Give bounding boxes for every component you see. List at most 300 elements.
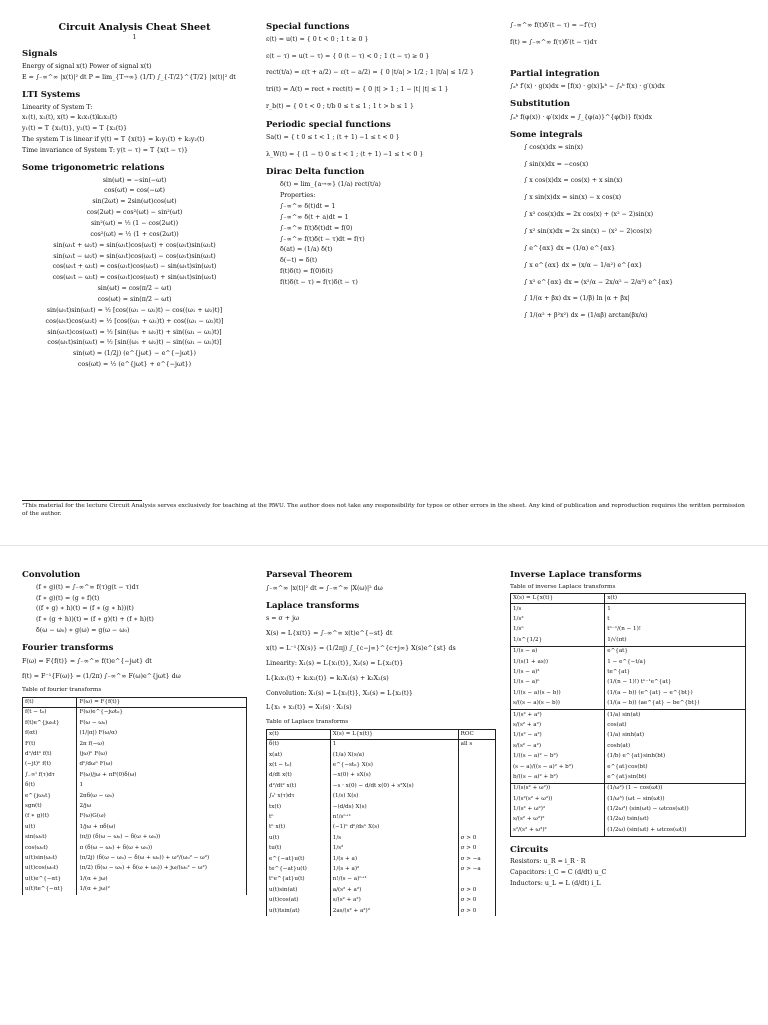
table-cell: ∫₋∞ᵗ f(τ)dτ [23, 770, 77, 780]
table-row [23, 780, 247, 790]
parseval-heading: Parseval Theorem [266, 570, 353, 580]
table-row [267, 781, 496, 791]
formula-line: ∫ₐᵇ f′(x) · g(x)dx = [f(x) · g(x)]ₐᵇ − ∫ₐᵇ f(x) · g′(x)dx [510, 83, 665, 91]
table-row [23, 822, 247, 832]
table-row [267, 802, 496, 812]
table-cell: all s [458, 739, 495, 750]
table-cell: −x(0) + sX(s) [330, 771, 458, 781]
formula-line: Resistors: u_R = i_R · R [510, 858, 586, 866]
table-cell: 1/(s + a) [330, 854, 458, 864]
table-cell: σ > 0 [458, 906, 495, 916]
table-row [23, 853, 247, 863]
table-cell: u(t)sin(ω₀t) [23, 853, 77, 863]
table-cell: u(t)sin(at) [267, 885, 331, 895]
formula-line: ∫ₐᵇ f(φ(x)) · φ′(x)dx = ∫_{φ(a)}^{φ(b)} f(x)dx [510, 114, 653, 122]
table-cell: 1 [77, 780, 247, 790]
formula-line: sin(ωt) = −sin(−ωt) [102, 176, 167, 184]
table-cell: −s · x(0) − d/dt x(0) + s²X(s) [330, 781, 458, 791]
table-cell: 2πδ(ω − ω₀) [77, 791, 247, 801]
table-cell: e^{at} [605, 646, 746, 657]
table-cell: 1/((s − a)(s − b)) [511, 688, 605, 698]
table-row [267, 895, 496, 905]
column-2 [266, 570, 496, 916]
formula-line: Sa(t) = { t 0 ≤ t < 1 ; (t + 1) −1 ≤ t < 0 } [266, 133, 400, 141]
formula-line: sin(ω₁t − ω₂t) = sin(ω₁t)cos(ω₂t) − cos(ω₁t)sin(ω₂t) [53, 252, 216, 260]
formula-line: Convolution: X₁(s) = L{x₁(t)}, X₂(s) = L{x₂(t)} [266, 689, 413, 697]
table-row [23, 812, 247, 822]
table-row [511, 751, 746, 761]
table-cell: 1/s^{1/2} [511, 635, 605, 646]
table-cell: x(t) [267, 729, 331, 739]
table-cell: d²/dt² x(t) [267, 781, 331, 791]
table-row [511, 825, 746, 836]
table-cell: (1/2ω) (sin(ωt) + ωtcos(ωt)) [605, 825, 746, 836]
table-row [267, 771, 496, 781]
formula-line: cos(ω₁t − ω₂t) = cos(ω₁t)cos(ω₂t) + sin(ω₁t)sin(ω₂t) [52, 274, 217, 282]
table-cell [458, 812, 495, 822]
lti-heading: LTI Systems [22, 89, 81, 100]
table-cell: 1/(s − a)ⁿ [511, 678, 605, 688]
column-3 [510, 22, 746, 329]
formula-line: ∫₋∞^∞ δ(t)dt = 1 [280, 202, 336, 210]
formula-line: ∫ sin(x)dx = −cos(x) [524, 160, 589, 168]
table-cell: 1/s [511, 603, 605, 614]
column-3 [510, 570, 746, 891]
table-cell: 1/s² [511, 614, 605, 624]
table-cell: e^{at}sin(bt) [605, 772, 746, 783]
table-cell: x(t) [605, 593, 746, 603]
table-cell: s/((s − a)(s − b)) [511, 698, 605, 709]
table-cell: (1/(n − 1)!) tⁿ⁻¹e^{at} [605, 678, 746, 688]
special-functions-heading: Special functions [266, 22, 350, 32]
table-row [267, 812, 496, 822]
table-cell [458, 760, 495, 770]
formula-line: s = σ + jω [266, 615, 300, 623]
formula-line: r_b(t) = { 0 t < 0 ; t/b 0 ≤ t ≤ 1 ; 1 t > b ≤ 1 } [266, 103, 414, 111]
table-row [511, 709, 746, 720]
partial-integration-heading: Partial integration [510, 68, 600, 79]
table-row [23, 770, 247, 780]
formula-line: The system T is linear if y(t) = T {x(t)} = k₁y₁(t) + k₂y₂(t) [22, 136, 205, 144]
table-cell: (−1)ⁿ dⁿ/dsⁿ X(s) [330, 823, 458, 833]
table-cell: f(t) [23, 697, 77, 707]
table-cell: −(d/ds) X(s) [330, 802, 458, 812]
substitution-heading: Substitution [510, 99, 570, 110]
fourier-heading: Fourier transforms [22, 643, 114, 654]
formula-line: ε(t) = u(t) = { 0 t < 0 ; 1 t ≥ 0 } [266, 35, 369, 43]
table-cell: 1/s² [330, 843, 458, 853]
table-cell: (1/2ω³) (sin(ωt) − ωtcos(ωt)) [605, 804, 746, 814]
formula-line: δ(t) = lim_{a→∞} (1/a) rect(t/a) [280, 181, 381, 189]
formula-line: rect(t/a) = ε(t + a/2) − ε(t − a/2) = { 0 |t/a| > 1/2 ; 1 |t/a| ≤ 1/2 } [266, 69, 474, 77]
table-cell: 1/(s² + a²) [511, 709, 605, 720]
some-integrals-heading: Some integrals [510, 129, 583, 140]
table-cell: F(ω)e^{−jωt₀} [77, 707, 247, 718]
table-cell [458, 750, 495, 760]
table-row [267, 833, 496, 843]
table-cell [458, 823, 495, 833]
table-row [511, 783, 746, 794]
formula-line: Energy of signal x(t) Power of signal x(t) [22, 63, 152, 71]
table-cell: F(ω) = F{f(t)} [77, 697, 247, 707]
table-cell: 1/(s² + ω²)² [511, 804, 605, 814]
table-row [267, 792, 496, 802]
table-cell: 2π f(−ω) [77, 739, 247, 749]
table-cell: f(αt) [23, 729, 77, 739]
table-cell: X(s) = L{x(t)} [511, 593, 605, 603]
table-row [23, 874, 247, 884]
footnote-rule [22, 500, 142, 501]
table-row [23, 707, 247, 718]
table-cell: n!/sⁿ⁺¹ [330, 812, 458, 822]
formula-line: Linearity: X₁(s) = L{x₁(t)}, X₂(s) = L{x₂(t)} [266, 659, 404, 667]
table-cell: x(at) [267, 750, 331, 760]
table-row [511, 731, 746, 741]
table-cell: t [605, 614, 746, 624]
table-cell: tⁿ⁻¹/(n − 1)! [605, 625, 746, 635]
table-cell: (1/b) e^{at}sinh(bt) [605, 751, 746, 761]
table-row [23, 749, 247, 759]
formula-line: f(t)δ(t − τ) = f(τ)δ(t − τ) [280, 278, 358, 286]
formula-line: ∫ x e^{αx} dx = (x/α − 1/α²) e^{αx} [524, 261, 643, 269]
table-cell: 1/jω + πδ(ω) [77, 822, 247, 832]
table-cell: 1/sⁿ [511, 625, 605, 635]
table-row [267, 739, 496, 750]
table-cell [458, 792, 495, 802]
table-row [511, 804, 746, 814]
table-cell: d/dt x(t) [267, 771, 331, 781]
formula-line: tri(t) = Λ(t) = rect ∗ rect(t) = { 0 |t| > 1 ; 1 − |t| |t| ≤ 1 } [266, 86, 449, 94]
table-row [23, 884, 247, 894]
table-cell: F(ω)/jω + πF(0)δ(ω) [77, 770, 247, 780]
dirac-heading: Dirac Delta function [266, 167, 365, 178]
table-row [511, 678, 746, 688]
formula-line: Linearity of System T: [22, 103, 93, 111]
formula-line: ∫ x² sin(x)dx = 2x sin(x) − (x² − 2)cos(x) [524, 227, 652, 235]
table-cell: X(s) = L{x(t)} [330, 729, 458, 739]
table-row [267, 750, 496, 760]
table-cell [458, 875, 495, 885]
table-cell: δ(t) [267, 739, 331, 750]
table-cell: σ > 0 [458, 843, 495, 853]
table-cell: tⁿ [267, 812, 331, 822]
formula-line: L{k₁x₁(t) + k₂x₂(t)} = k₁X₁(s) + k₂X₂(s) [266, 674, 389, 682]
formula-line: Inductors: u_L = L (d/dt) i_L [510, 880, 601, 888]
table-row [23, 864, 247, 874]
table-row [511, 667, 746, 677]
inverse-laplace-table [510, 593, 746, 837]
formula-line: Time invariance of System T: y(t − τ) = T {x(t − τ)} [22, 147, 188, 154]
formula-line: ∫ x² e^{αx} dx = (x²/α − 2x/α² − 2/α³) e^{αx} [524, 278, 674, 286]
table-cell: σ > 0 [458, 895, 495, 905]
table-cell: a/(s² + a²) [330, 885, 458, 895]
formula-line: sin(ωt) = (1/2j) (e^{jωt} − e^{−jωt}) [73, 350, 196, 358]
formula-line: cos(ωt) = sin(π/2 − ωt) [97, 296, 172, 304]
fourier-table [22, 697, 247, 895]
footnote [22, 500, 746, 519]
table-cell: σ > 0 [458, 833, 495, 843]
table-cell: 1/√(πt) [605, 635, 746, 646]
formula-line: ∫₋∞^∞ f(t)δ(t − τ)dt = f(τ) [280, 235, 365, 243]
table-cell [458, 802, 495, 812]
sheet-title: Circuit Analysis Cheat Sheet [58, 22, 211, 33]
table-cell: (π/2) (δ(ω − ω₀) + δ(ω + ω₀)) + jω/(ω₀² − ω²) [77, 864, 247, 874]
inverse-laplace-heading: Inverse Laplace transforms [510, 570, 642, 580]
table-cell: (1/a) sin(at) [605, 709, 746, 720]
table-cell: sin(ω₀t) [23, 832, 77, 842]
formula-line: ∫ e^{αx} dx = (1/α) e^{αx} [524, 244, 616, 252]
table-cell: u(t)cos(at) [267, 895, 331, 905]
table-cell: 2/jω [77, 801, 247, 811]
table-row [23, 832, 247, 842]
table-cell: 2as/(s² + a²)² [330, 906, 458, 916]
formula-line: ε(t − τ) = u(t − τ) = { 0 (t − τ) < 0 ; 1 (t − τ) ≥ 0 } [266, 52, 430, 60]
table-cell: e^{−st₀} X(s) [330, 760, 458, 770]
table-row [511, 635, 746, 646]
table-row [23, 760, 247, 770]
table-cell: s²/(s² + ω²)² [511, 825, 605, 836]
table-row [511, 815, 746, 825]
table-cell: f(t − t₀) [23, 707, 77, 718]
table-row [511, 625, 746, 635]
table-cell: ∫₀ᵗ x(τ)dτ [267, 792, 331, 802]
table-header-row [267, 729, 496, 739]
formula-line: F(ω) = F{f(t)} = ∫₋∞^∞ f(t)e^{−jωt} dt [22, 657, 152, 665]
table-row [267, 875, 496, 885]
table-row [511, 762, 746, 772]
formula-line: δ(at) = (1/a) δ(t) [280, 246, 333, 254]
formula-line: sin²(ωt) = ½ (1 − cos(2ωt)) [90, 220, 179, 228]
formula-line: sin(2ωt) = 2sin(ωt)cos(ωt) [92, 198, 177, 206]
table-cell: 1/(s²(s² + ω²)) [511, 794, 605, 804]
formula-line: sin(ωt) = cos(π/2 − ωt) [97, 285, 172, 293]
table-row [23, 739, 247, 749]
table-cell: dⁿ/dωⁿ F(ω) [77, 760, 247, 770]
table-cell: u(t)cos(ω₀t) [23, 864, 77, 874]
table-row [267, 864, 496, 874]
table-cell: 1/(α + jω) [77, 874, 247, 884]
table-row [511, 646, 746, 657]
table-row [511, 688, 746, 698]
table-cell: cos(ω₀t) [23, 843, 77, 853]
table-cell: F(t) [23, 739, 77, 749]
table-cell: (1/(a − b)) (e^{at} − e^{bt}) [605, 688, 746, 698]
table-cell: x(t − t₀) [267, 760, 331, 770]
formula-line: X(s) = L{x(t)} = ∫₋∞^∞ x(t)e^{−st} dt [266, 630, 393, 638]
table-cell: (π/j) (δ(ω − ω₀) − δ(ω + ω₀)) [77, 832, 247, 842]
table-cell: 1/(s(1 + as)) [511, 657, 605, 667]
column-1 [22, 22, 247, 372]
table-cell: σ > −a [458, 864, 495, 874]
table-cell: te^{at} [605, 667, 746, 677]
table-cell: 1/(α + jω)² [77, 884, 247, 894]
table-cell: u(t) [23, 822, 77, 832]
table-cell: sgn(t) [23, 801, 77, 811]
table-cell: 1/s [330, 833, 458, 843]
table-row [23, 801, 247, 811]
formula-line: cos(2ωt) = cos²(ωt) − sin²(ωt) [86, 209, 183, 217]
table-header-row [511, 593, 746, 603]
table-cell: f(t)e^{jω₀t} [23, 718, 77, 728]
table-cell: (1/(a − b)) (ae^{at} − be^{bt}) [605, 698, 746, 709]
table-cell: F(ω − ω₀) [77, 718, 247, 728]
formula-line: δ(ω − ω₀) ∗ g(ω) = g(ω − ω₀) [36, 627, 130, 635]
table-cell: e^{jω₀t} [23, 791, 77, 801]
table-cell: 1 [605, 603, 746, 614]
table-cell: u(t)e^{−αt} [23, 874, 77, 884]
table-cell: (1/ω³) (ωt − sin(ωt)) [605, 794, 746, 804]
table-row [23, 729, 247, 739]
formula-line: ∫₋∞^∞ |x(t)|² dt = ∫₋∞^∞ |X(ω)|² dω [266, 584, 383, 592]
table-row [23, 791, 247, 801]
table-cell: dⁿ/dtⁿ f(t) [23, 749, 77, 759]
table-cell [458, 781, 495, 791]
table-row [267, 760, 496, 770]
table-row [267, 885, 496, 895]
table-cell: (1/2ω) tsin(ωt) [605, 815, 746, 825]
footnote-text: ¹This material for the lecture Circuit Analysis serves exclusively for teaching at the RWU. The author does not take any responsibility for typos or other errors in the sheet. Any kind of publication and reproduction requires the written permission of the author. [22, 503, 745, 517]
table-cell [458, 771, 495, 781]
formula-line: cos(ωt) = cos(−ωt) [104, 187, 165, 195]
column-2 [266, 22, 496, 290]
laplace-heading: Laplace transforms [266, 600, 360, 611]
table-cell: ROC [458, 729, 495, 739]
table-cell: 1/(s(s² + ω²)) [511, 783, 605, 794]
table-cell: e^{−at}u(t) [267, 854, 331, 864]
formula-line: y₁(t) = T {x₁(t)}, y₂(t) = T {x₂(t)} [22, 125, 128, 133]
table-cell: F(ω)G(ω) [77, 812, 247, 822]
formula-line: δ(−t) = δ(t) [280, 257, 318, 265]
formula-line: cos(ω₁t + ω₂t) = cos(ω₁t)cos(ω₂t) − sin(ω₁t)sin(ω₂t) [52, 263, 217, 271]
formula-line: ∫ cos(x)dx = sin(x) [524, 143, 583, 151]
circuits-heading: Circuits [510, 844, 549, 855]
table-cell: (−jt)ⁿ f(t) [23, 760, 77, 770]
table-cell: n!/(s − a)ⁿ⁺¹ [330, 875, 458, 885]
table-row [267, 854, 496, 864]
formula-line: ∫ x² cos(x)dx = 2x cos(x) + (x² − 2)sin(x) [524, 211, 654, 219]
table-cell: s/(s² + a²) [330, 895, 458, 905]
formula-line: f(t) = F⁻¹{F(ω)} = (1/2π) ∫₋∞^∞ F(ω)e^{jωt} dω [22, 672, 181, 680]
formula-line: Properties: [280, 192, 316, 200]
formula-line: cos(ωt) = ½ (e^{jωt} + e^{−jωt}) [77, 361, 192, 369]
laplace-table-caption: Table of Laplace transforms [266, 719, 349, 726]
table-cell: b/((s − a)² + b²) [511, 772, 605, 783]
table-cell: (jω)ⁿ F(ω) [77, 749, 247, 759]
formula-line: ((f ∗ g) ∗ h)(t) = (f ∗ (g ∗ h))(t) [36, 605, 134, 613]
formula-line: (f ∗ (g + h))(t) = (f ∗ g)(t) + (f ∗ h)(t) [36, 616, 154, 624]
formula-line: sin(ω₁t + ω₂t) = sin(ω₁t)cos(ω₂t) + cos(ω₁t)sin(ω₂t) [53, 241, 216, 249]
table-cell: 1/((s − a)² − b²) [511, 751, 605, 761]
signals-heading: Signals [22, 49, 58, 60]
table-cell: δ(t) [23, 780, 77, 790]
formula-line: Capacitors: i_C = C (d/dt) u_C [510, 869, 607, 877]
table-cell: σ > 0 [458, 885, 495, 895]
inverse-laplace-table-caption: Table of inverse Laplace transforms [510, 583, 616, 590]
table-cell: 1 − e^{−t/a} [605, 657, 746, 667]
trig-heading: Some trigonometric relations [22, 162, 165, 173]
column-1 [22, 570, 247, 895]
table-row [511, 772, 746, 783]
formula-line: sin(ω₁t)sin(ω₂t) = ½ [cos((ω₁ − ω₂)t) − cos((ω₁ + ω₂)t)] [46, 306, 223, 314]
formula-line: cos²(ωt) = ½ (1 + cos(2ωt)) [90, 230, 179, 238]
table-cell: (1/s) X(s) [330, 792, 458, 802]
table-row [511, 741, 746, 751]
table-cell: tx(t) [267, 802, 331, 812]
formula-line: cos(ω₁t)cos(ω₂t) = ½ [cos((ω₁ + ω₂)t) + cos((ω₁ − ω₂)t)] [45, 317, 224, 325]
table-cell: σ > −a [458, 854, 495, 864]
formula-line: ∫ 1/(α + βx) dx = (1/β) ln |α + βx| [524, 295, 630, 303]
table-cell: 1/(s − a)² [511, 667, 605, 677]
formula-line: ∫ 1/(α² + β²x²) dx = (1/αβ) arctan(βx/α) [524, 312, 648, 320]
formula-line: ∫ x cos(x)dx = cos(x) + x sin(x) [524, 177, 623, 185]
formula-line: E = ∫₋∞^∞ |x(t)|² dt P = lim_{T→∞} (1/T) ∫_{-T/2}^{T/2} |x(t)|² dt [22, 73, 236, 81]
table-cell: te^{−at}u(t) [267, 864, 331, 874]
table-row [23, 843, 247, 853]
table-cell: s/(s² + a²) [511, 720, 605, 730]
formula-line: x(t) = L⁻¹{X(s)} = (1/2πj) ∫_{c−j∞}^{c+j∞} X(s)e^{st} ds [266, 645, 456, 653]
table-cell: 1/(s² − a²) [511, 731, 605, 741]
table-cell: (1/ω²) (1 − cos(ωt)) [605, 783, 746, 794]
table-header-row [23, 697, 247, 707]
page-2 [0, 545, 768, 1025]
table-cell: cosh(at) [605, 741, 746, 751]
convolution-heading: Convolution [22, 570, 81, 580]
table-cell: tu(t) [267, 843, 331, 853]
table-row [511, 614, 746, 624]
formula-line: ∫₋∞^∞ f(t)δ′(t − τ) = −f′(τ) [510, 22, 597, 29]
formula-line: sin(ω₁t)cos(ω₂t) = ½ [sin((ω₁ + ω₂)t) + sin((ω₁ − ω₂)t)] [47, 328, 222, 336]
table-cell: tⁿe^{at}u(t) [267, 875, 331, 885]
table-cell: 1/(s − a) [511, 646, 605, 657]
table-cell: tⁿ x(t) [267, 823, 331, 833]
table-cell: (s − a)/((s − a)² + b²) [511, 762, 605, 772]
formula-line: (f ∗ g)(t) = ∫₋∞^∞ f(τ)g(t − τ)dτ [36, 583, 140, 591]
formula-line: x₁(t), x₂(t), x(t) = k₁x₁(t)k₂x₂(t) [22, 114, 118, 122]
table-row [267, 843, 496, 853]
table-cell: (1/a) X(s/a) [330, 750, 458, 760]
table-row [511, 698, 746, 709]
table-cell: (1/|α|) F(ω/α) [77, 729, 247, 739]
table-cell: u(t)tsin(at) [267, 906, 331, 916]
table-row [23, 718, 247, 728]
table-cell: s/(s² − a²) [511, 741, 605, 751]
table-cell: u(t)te^{−αt} [23, 884, 77, 894]
formula-line: ∫₋∞^∞ δ(t + a)dt = 1 [280, 213, 349, 221]
table-cell: u(t) [267, 833, 331, 843]
table-cell: cos(at) [605, 720, 746, 730]
formula-line: ∫₋∞^∞ f(t)δ(t)dt = f(0) [280, 224, 353, 232]
formula-line: L{x₁ ∗ x₂(t)} = X₁(s) · X₂(s) [266, 704, 352, 712]
table-row [267, 906, 496, 916]
table-row [511, 794, 746, 804]
page-number: 1 [132, 33, 137, 41]
table-cell: (f ∗ g)(t) [23, 812, 77, 822]
table-cell: (1/a) sinh(at) [605, 731, 746, 741]
fourier-table-caption: Table of fourier transforms [22, 687, 102, 694]
table-cell: (π/2j) (δ(ω − ω₀) − δ(ω + ω₀)) + ω²/(ω₀² − ω²) [77, 853, 247, 863]
table-cell: π (δ(ω − ω₀) + δ(ω + ω₀)) [77, 843, 247, 853]
table-cell: e^{at}cos(bt) [605, 762, 746, 772]
periodic-functions-heading: Periodic special functions [266, 120, 391, 131]
table-cell: 1/(s + a)² [330, 864, 458, 874]
table-cell: s/(s² + ω²)² [511, 815, 605, 825]
formula-line: ∫ x sin(x)dx = sin(x) − x cos(x) [524, 194, 622, 202]
formula-line: (f ∗ g)(t) = (g ∗ f)(t) [36, 594, 100, 602]
formula-line: f(t) = ∫₋∞^∞ f(τ)δ′(t − τ)dτ [510, 38, 598, 46]
formula-line: f(t)δ(t) = f(0)δ(t) [280, 268, 333, 276]
laplace-table [266, 729, 496, 917]
formula-line: cos(ω₁t)sin(ω₂t) = ½ [sin((ω₁ + ω₂)t) − sin((ω₁ − ω₂)t)] [47, 339, 222, 347]
